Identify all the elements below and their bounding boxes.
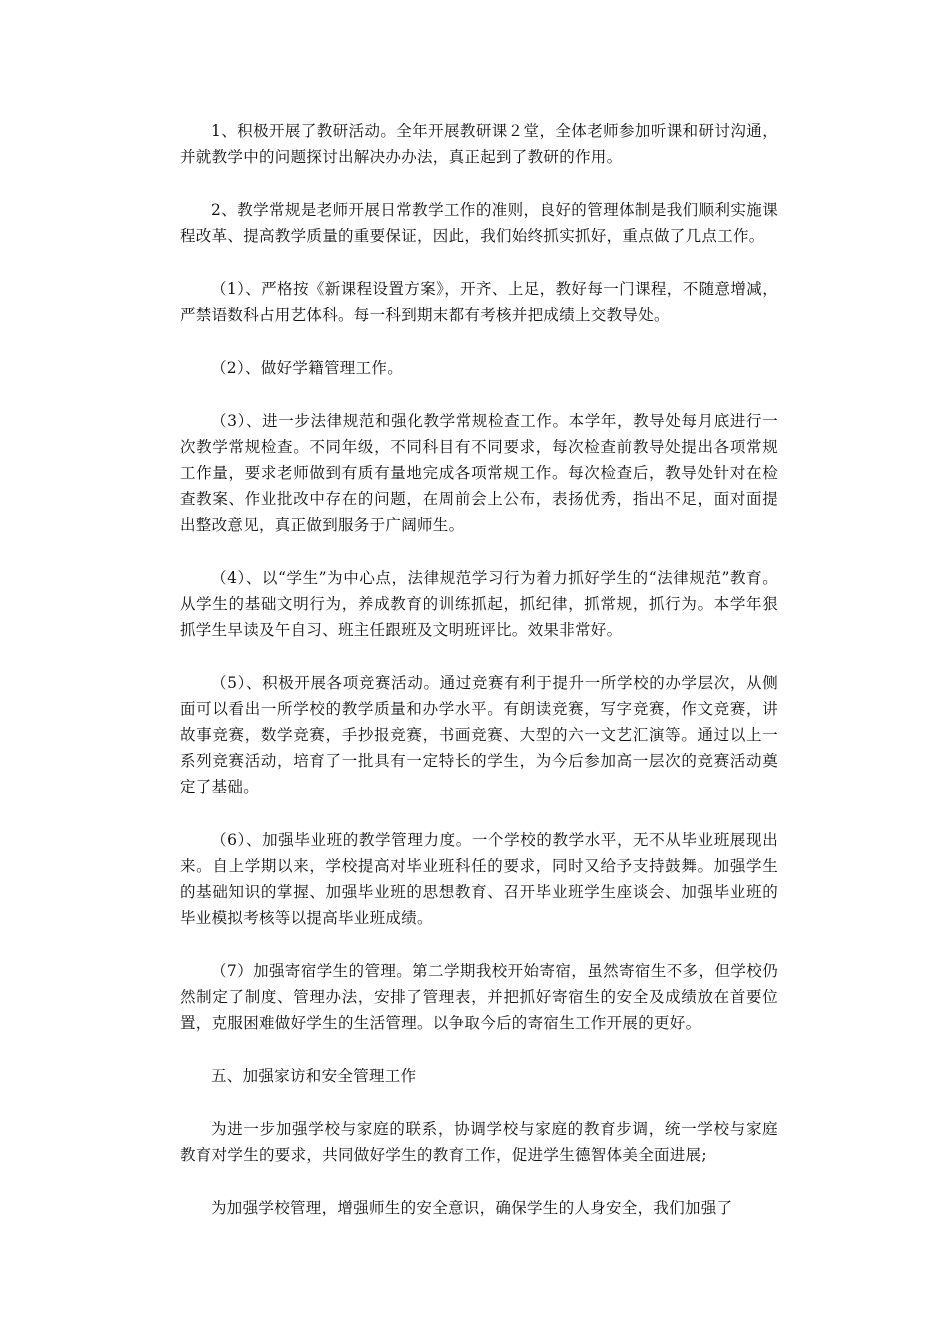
paragraph-item-7-boarding-students: （7）加强寄宿学生的管理。第二学期我校开始寄宿，虽然寄宿生不多，但学校仍然制定了制度、管理办法，安排了管理表，并把抓好寄宿生的安全及成绩放在首要位置，克服困难做好学生的生活管理。以争取今后的寄宿生工作开展的更好。	[180, 962, 778, 1032]
paragraph-home-school-contact: 为进一步加强学校与家庭的联系，协调学校与家庭的教育步调，统一学校与家庭教育对学生的要求，共同做好学生的教育工作，促进学生德智体美全面进展;	[180, 1120, 778, 1164]
paragraph-teaching-routine: 2、教学常规是老师开展日常教学工作的准则，良好的管理体制是我们顺利实施课程改革、提高教学质量的重要保证，因此，我们始终抓实抓好，重点做了几点工作。	[180, 201, 778, 245]
paragraph-item-2-student-records: （2）、做好学籍管理工作。	[211, 359, 404, 377]
document-page	[180, 118, 778, 1248]
paragraph-school-safety: 为加强学校管理，增强师生的安全意识，确保学生的人身安全，我们加强了	[211, 1199, 733, 1217]
paragraph-item-5-competitions: （5）、积极开展各项竞赛活动。通过竞赛有利于提升一所学校的办学层次，从侧面可以看出一所学校的教学质量和办学水平。有朗读竞赛，写字竞赛，作文竞赛，讲故事竞赛，数学竞赛，手抄报竞赛，书画竞赛、大型的六一文艺汇演等。通过以上一系列竞赛活动，培育了一批具有一定特长的学生，为今后参加高一层次的竞赛活动奠定了基础。	[180, 674, 778, 796]
section-heading-home-visits-safety: 五、加强家访和安全管理工作	[211, 1067, 417, 1085]
paragraph-item-6-graduating-class: （6）、加强毕业班的教学管理力度。一个学校的教学水平，无不从毕业班展现出来。自上学期以来，学校提高对毕业班科任的要求，同时又给予支持鼓舞。加强学生的基础知识的掌握、加强毕业班的思想教育、召开毕业班学生座谈会、加强毕业班的毕业模拟考核等以提高毕业班成绩。	[180, 831, 778, 927]
paragraph-teaching-research: 1、积极开展了教研活动。全年开展教研课２堂，全体老师参加听课和研讨沟通，并就教学中的问题探讨出解决办办法，真正起到了教研的作用。	[180, 122, 778, 166]
paragraph-item-1-curriculum: （1）、严格按《新课程设置方案》，开齐、上足，教好每一门课程，不随意增减，严禁语数科占用艺体科。每一科到期末都有考核并把成绩上交教导处。	[180, 280, 778, 324]
paragraph-item-4-student-conduct: （4）、以“学生”为中心点，法律规范学习行为着力抓好学生的“法律规范”教育。从学生的基础文明行为，养成教育的训练抓起，抓纪律，抓常规，抓行为。本学年狠抓学生早读及午自习、班主任跟班及文明班评比。效果非常好。	[180, 569, 778, 639]
paragraph-item-3-routine-inspection: （3）、进一步法律规范和强化教学常规检查工作。本学年，教导处每月底进行一次教学常规检查。不同年级，不同科目有不同要求，每次检查前教导处提出各项常规工作量，要求老师做到有质有量地完成各项常规工作。每次检查后，教导处针对在检查教案、作业批改中存在的问题，在周前会上公布，表扬优秀，指出不足，面对面提出整改意见，真正做到服务于广阔师生。	[180, 412, 778, 534]
